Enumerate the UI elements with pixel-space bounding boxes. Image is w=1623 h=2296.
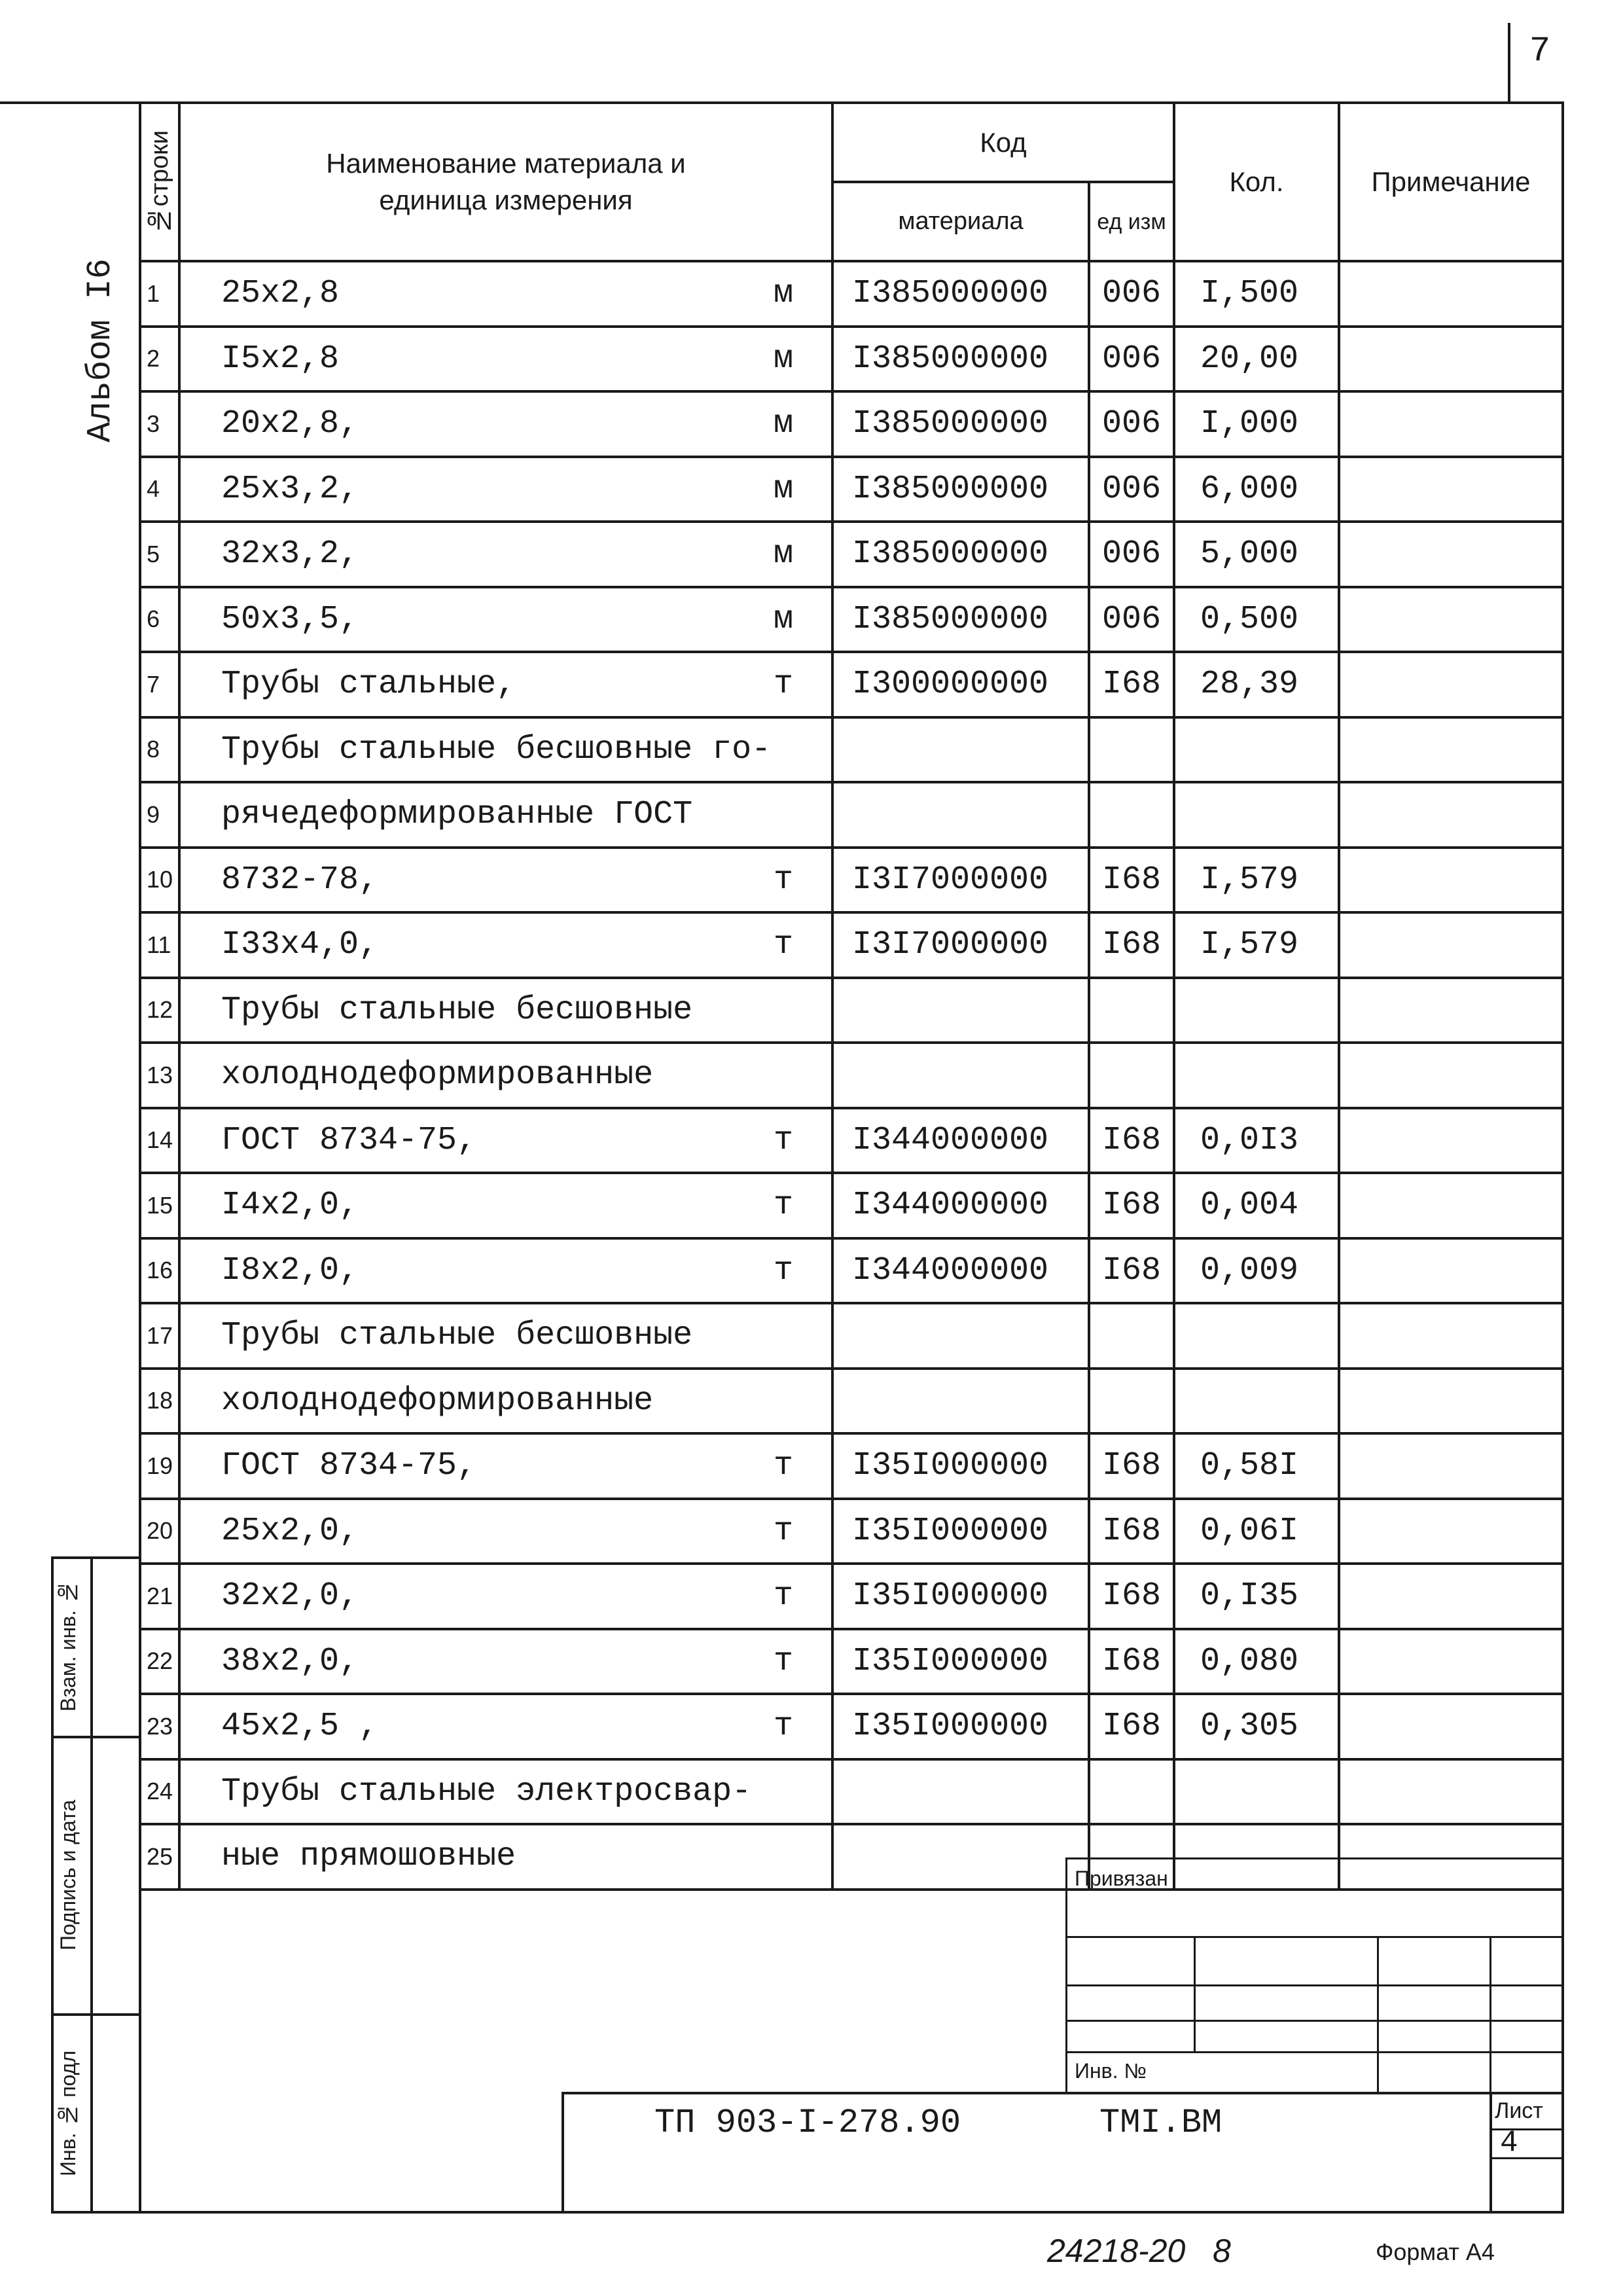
- row-unit-code: I68: [1089, 1238, 1174, 1304]
- row-name: [179, 1759, 832, 1825]
- row-name: [179, 1629, 832, 1695]
- row-name-text: ные прямошовные: [221, 1838, 516, 1876]
- stamp-doc-code: ТП 903-I-278.90: [654, 2104, 961, 2142]
- row-number: 10: [140, 848, 179, 913]
- row-number: 4: [140, 457, 179, 522]
- row-name: [179, 457, 832, 522]
- row-qty: 0,06I: [1174, 1499, 1339, 1564]
- row-code: [832, 1369, 1089, 1434]
- table-row: [140, 1173, 1563, 1238]
- row-code: I35I000000: [832, 1433, 1089, 1499]
- row-unit-code: [1089, 978, 1174, 1043]
- table-row: [140, 391, 1563, 457]
- table-row: [140, 717, 1563, 783]
- table-row: [140, 1824, 1563, 1890]
- header-code: Код: [832, 103, 1174, 182]
- row-qty: 0,0I3: [1174, 1108, 1339, 1174]
- row-unit: м: [773, 600, 793, 638]
- side-stamp-vzam: Взам. инв. №: [56, 1581, 80, 1712]
- row-note: [1339, 717, 1563, 783]
- row-qty: 0,I35: [1174, 1564, 1339, 1629]
- stamp-inv-no: Инв. №: [1075, 2059, 1147, 2083]
- row-unit-code: I68: [1089, 1173, 1174, 1238]
- row-unit-code: I68: [1089, 1433, 1174, 1499]
- row-number: 14: [140, 1108, 179, 1174]
- row-code: I3I7000000: [832, 912, 1089, 978]
- table-row: [140, 912, 1563, 978]
- row-unit: т: [773, 1512, 793, 1550]
- row-code: I344000000: [832, 1238, 1089, 1304]
- row-name: [179, 522, 832, 587]
- stamp-sheet-label: Лист: [1495, 2098, 1543, 2123]
- row-qty: 0,004: [1174, 1173, 1339, 1238]
- row-number: 20: [140, 1499, 179, 1564]
- row-code: I35I000000: [832, 1499, 1089, 1564]
- row-note: [1339, 978, 1563, 1043]
- table-row: [140, 1369, 1563, 1434]
- row-unit-code: I68: [1089, 1694, 1174, 1759]
- row-name-text: 45x2,5 ,: [221, 1708, 379, 1746]
- row-unit-code: 006: [1089, 391, 1174, 457]
- table-row: [140, 1694, 1563, 1759]
- row-note: [1339, 587, 1563, 653]
- row-unit-code: 006: [1089, 522, 1174, 587]
- row-unit-code: I68: [1089, 912, 1174, 978]
- side-stamp-top: [51, 1556, 141, 1559]
- stamp-doc-mark: ТМI.ВМ: [1099, 2104, 1222, 2142]
- row-name: [179, 1238, 832, 1304]
- row-name-text: I33x4,0,: [221, 926, 379, 964]
- side-stamp-inner-left: [90, 1556, 93, 2214]
- row-name-text: 20x2,8,: [221, 405, 359, 443]
- table-row: [140, 457, 1563, 522]
- row-name-text: 38x2,0,: [221, 1642, 359, 1680]
- row-qty: 28,39: [1174, 652, 1339, 717]
- row-name-text: холоднодеформированные: [221, 1056, 654, 1094]
- table-row: [140, 652, 1563, 717]
- row-qty: [1174, 1303, 1339, 1369]
- row-unit-code: 006: [1089, 457, 1174, 522]
- side-stamp-bottom: [51, 2211, 141, 2214]
- header-name: Наименование материала и единица измерения: [179, 103, 832, 261]
- stamp-privyazan-top: [1065, 1857, 1564, 1859]
- row-qty: 0,500: [1174, 587, 1339, 653]
- row-name-text: 25x3,2,: [221, 470, 359, 508]
- footer-format: Формат А4: [1376, 2238, 1495, 2265]
- table-row: [140, 848, 1563, 913]
- table-row: [140, 587, 1563, 653]
- stamp-privyazan-left: [1065, 1857, 1067, 2093]
- page-number-box-left: [1508, 23, 1510, 103]
- row-name-text: 32x3,2,: [221, 535, 359, 573]
- row-unit-code: I68: [1089, 652, 1174, 717]
- row-code: I3I7000000: [832, 848, 1089, 913]
- row-unit: т: [773, 1447, 793, 1485]
- row-number: 23: [140, 1694, 179, 1759]
- row-name-text: 25x2,0,: [221, 1512, 359, 1550]
- row-code: [832, 1759, 1089, 1825]
- row-qty: 0,009: [1174, 1238, 1339, 1304]
- row-number: 15: [140, 1173, 179, 1238]
- row-name-text: Трубы стальные,: [221, 666, 516, 704]
- row-name: [179, 1303, 832, 1369]
- row-name: [179, 1824, 832, 1890]
- row-unit: м: [773, 405, 793, 443]
- row-qty: I,000: [1174, 391, 1339, 457]
- side-stamp-div-2: [51, 2013, 141, 2016]
- row-qty: I,500: [1174, 261, 1339, 327]
- row-name-text: холоднодеформированные: [221, 1382, 654, 1420]
- row-name: [179, 1499, 832, 1564]
- row-name: [179, 912, 832, 978]
- row-number: 6: [140, 587, 179, 653]
- row-note: [1339, 1173, 1563, 1238]
- side-stamp-podpis: Подпись и дата: [56, 1799, 80, 1951]
- table-row: [140, 1108, 1563, 1174]
- row-number: 13: [140, 1043, 179, 1108]
- row-name-text: рячедеформированные ГОСТ: [221, 796, 693, 834]
- side-stamp-div-1: [51, 1736, 141, 1738]
- row-unit-code: [1089, 717, 1174, 783]
- header-code-material: материала: [832, 182, 1089, 261]
- table-row: [140, 1564, 1563, 1629]
- table-row: [140, 522, 1563, 587]
- row-qty: [1174, 1759, 1339, 1825]
- row-unit: т: [773, 666, 793, 704]
- row-unit: м: [773, 470, 793, 508]
- row-name: [179, 782, 832, 848]
- side-stamp-outer-left: [51, 1556, 54, 2214]
- row-note: [1339, 1303, 1563, 1369]
- row-qty: 20,00: [1174, 327, 1339, 392]
- row-name: [179, 1564, 832, 1629]
- stamp-grid-v1: [1194, 1936, 1196, 2051]
- row-unit-code: 006: [1089, 327, 1174, 392]
- row-note: [1339, 1759, 1563, 1825]
- row-code: [832, 978, 1089, 1043]
- row-code: [832, 782, 1089, 848]
- row-number: 2: [140, 327, 179, 392]
- row-code: I385000000: [832, 587, 1089, 653]
- row-unit: м: [773, 275, 793, 313]
- row-code: I300000000: [832, 652, 1089, 717]
- row-unit-code: 006: [1089, 587, 1174, 653]
- header-code-unit: ед изм: [1089, 182, 1174, 261]
- row-unit-code: [1089, 1759, 1174, 1825]
- row-number: 12: [140, 978, 179, 1043]
- footer-handwritten-number: 24218-20 8: [1047, 2233, 1231, 2269]
- row-unit: т: [773, 926, 793, 964]
- row-qty: 0,58I: [1174, 1433, 1339, 1499]
- row-name: [179, 848, 832, 913]
- table-row: [140, 1433, 1563, 1499]
- row-number: 7: [140, 652, 179, 717]
- table-row: [140, 261, 1563, 327]
- row-note: [1339, 261, 1563, 327]
- table-row: [140, 1043, 1563, 1108]
- row-note: [1339, 391, 1563, 457]
- row-note: [1339, 1433, 1563, 1499]
- row-name: [179, 652, 832, 717]
- row-unit-code: [1089, 782, 1174, 848]
- row-qty: [1174, 782, 1339, 848]
- row-qty: 5,000: [1174, 522, 1339, 587]
- row-qty: I,579: [1174, 912, 1339, 978]
- row-code: I385000000: [832, 391, 1089, 457]
- stamp-sheet-value: 4: [1500, 2126, 1518, 2160]
- row-code: I35I000000: [832, 1629, 1089, 1695]
- row-code: [832, 1303, 1089, 1369]
- row-unit-code: [1089, 1369, 1174, 1434]
- row-number: 16: [140, 1238, 179, 1304]
- row-note: [1339, 522, 1563, 587]
- row-unit: т: [773, 1577, 793, 1615]
- table-row: [140, 1759, 1563, 1825]
- row-note: [1339, 1499, 1563, 1564]
- row-number: 9: [140, 782, 179, 848]
- row-qty: I,579: [1174, 848, 1339, 913]
- row-note: [1339, 848, 1563, 913]
- page-number: 7: [1529, 31, 1551, 71]
- stamp-main-left: [562, 2092, 564, 2214]
- row-note: [1339, 1824, 1563, 1890]
- row-unit-code: I68: [1089, 1564, 1174, 1629]
- row-note: [1339, 782, 1563, 848]
- header-note: Примечание: [1339, 103, 1563, 261]
- row-unit-code: I68: [1089, 848, 1174, 913]
- row-name-text: I4x2,0,: [221, 1187, 359, 1225]
- row-number: 3: [140, 391, 179, 457]
- row-note: [1339, 652, 1563, 717]
- row-number: 21: [140, 1564, 179, 1629]
- row-note: [1339, 1108, 1563, 1174]
- row-qty: [1174, 1369, 1339, 1434]
- row-number: 17: [140, 1303, 179, 1369]
- row-unit-code: [1089, 1303, 1174, 1369]
- row-code: [832, 717, 1089, 783]
- row-note: [1339, 1564, 1563, 1629]
- row-name: [179, 391, 832, 457]
- row-number: 8: [140, 717, 179, 783]
- row-unit: м: [773, 535, 793, 573]
- row-name: [179, 1173, 832, 1238]
- row-qty: 6,000: [1174, 457, 1339, 522]
- table-row: [140, 1629, 1563, 1695]
- row-code: I385000000: [832, 522, 1089, 587]
- row-name: [179, 978, 832, 1043]
- row-name-text: Трубы стальные электросвар-: [221, 1772, 752, 1810]
- row-number: 25: [140, 1824, 179, 1890]
- row-note: [1339, 1043, 1563, 1108]
- row-note: [1339, 1238, 1563, 1304]
- table-row: [140, 1499, 1563, 1564]
- row-name-text: Трубы стальные бесшовные: [221, 991, 693, 1029]
- frame-bottom-line: [139, 2211, 1564, 2214]
- row-code: I35I000000: [832, 1694, 1089, 1759]
- row-code: I385000000: [832, 261, 1089, 327]
- row-name-text: Трубы стальные бесшовные: [221, 1317, 693, 1355]
- row-code: [832, 1824, 1089, 1890]
- row-name: [179, 1108, 832, 1174]
- row-name-text: 25x2,8: [221, 275, 340, 313]
- stamp-main-top: [562, 2092, 1564, 2094]
- row-qty: 0,080: [1174, 1629, 1339, 1695]
- header-qty: Кол.: [1174, 103, 1339, 261]
- row-name: [179, 1694, 832, 1759]
- row-unit: м: [773, 340, 793, 378]
- row-name: [179, 1369, 832, 1434]
- row-code: I35I000000: [832, 1564, 1089, 1629]
- side-stamp-inv-podl: Инв. № подл: [56, 2050, 80, 2177]
- row-number: 18: [140, 1369, 179, 1434]
- row-unit-code: 006: [1089, 261, 1174, 327]
- table-row: [140, 327, 1563, 392]
- row-unit-code: I68: [1089, 1108, 1174, 1174]
- album-label: Альбом I6: [81, 259, 120, 442]
- table-body: [140, 261, 1563, 1890]
- row-unit-code: I68: [1089, 1629, 1174, 1695]
- stamp-privyazan: Привязан: [1075, 1867, 1168, 1890]
- row-number: 1: [140, 261, 179, 327]
- row-number: 19: [140, 1433, 179, 1499]
- row-unit-code: [1089, 1043, 1174, 1108]
- row-name-text: ГОСТ 8734-75,: [221, 1447, 477, 1485]
- row-note: [1339, 1694, 1563, 1759]
- table-row: [140, 1303, 1563, 1369]
- row-name-text: ГОСТ 8734-75,: [221, 1121, 477, 1159]
- row-code: I344000000: [832, 1108, 1089, 1174]
- row-note: [1339, 327, 1563, 392]
- row-name-text: 50x3,5,: [221, 600, 359, 638]
- row-name-text: Трубы стальные бесшовные го-: [221, 730, 772, 768]
- row-name: [179, 327, 832, 392]
- row-unit: т: [773, 1642, 793, 1680]
- row-unit: т: [773, 1251, 793, 1289]
- row-code: I385000000: [832, 327, 1089, 392]
- row-name: [179, 1043, 832, 1108]
- row-unit: т: [773, 1121, 793, 1159]
- row-number: 11: [140, 912, 179, 978]
- row-unit-code: I68: [1089, 1499, 1174, 1564]
- row-unit: т: [773, 1187, 793, 1225]
- row-name: [179, 587, 832, 653]
- row-note: [1339, 457, 1563, 522]
- stamp-grid-v3: [1489, 1936, 1491, 2093]
- row-unit: т: [773, 861, 793, 899]
- stamp-grid-v2: [1377, 1936, 1379, 2093]
- row-qty: 0,305: [1174, 1694, 1339, 1759]
- row-qty: [1174, 1824, 1339, 1890]
- row-name: [179, 717, 832, 783]
- row-code: I344000000: [832, 1173, 1089, 1238]
- stamp-sheet-left: [1489, 2092, 1492, 2214]
- row-qty: [1174, 1043, 1339, 1108]
- row-name-text: I8x2,0,: [221, 1251, 359, 1289]
- row-name-text: 8732-78,: [221, 861, 379, 899]
- row-code: [832, 1043, 1089, 1108]
- row-note: [1339, 1629, 1563, 1695]
- row-qty: [1174, 978, 1339, 1043]
- row-code: I385000000: [832, 457, 1089, 522]
- header-row-no: №строки: [140, 103, 179, 261]
- row-name-text: 32x2,0,: [221, 1577, 359, 1615]
- table-row: [140, 782, 1563, 848]
- row-name: [179, 261, 832, 327]
- row-number: 22: [140, 1629, 179, 1695]
- row-number: 24: [140, 1759, 179, 1825]
- row-note: [1339, 912, 1563, 978]
- row-name: [179, 1433, 832, 1499]
- materials-table: [139, 101, 1564, 1891]
- row-number: 5: [140, 522, 179, 587]
- table-row: [140, 1238, 1563, 1304]
- table-row: [140, 978, 1563, 1043]
- row-unit: т: [773, 1708, 793, 1746]
- row-qty: [1174, 717, 1339, 783]
- row-note: [1339, 1369, 1563, 1434]
- row-name-text: I5x2,8: [221, 340, 340, 378]
